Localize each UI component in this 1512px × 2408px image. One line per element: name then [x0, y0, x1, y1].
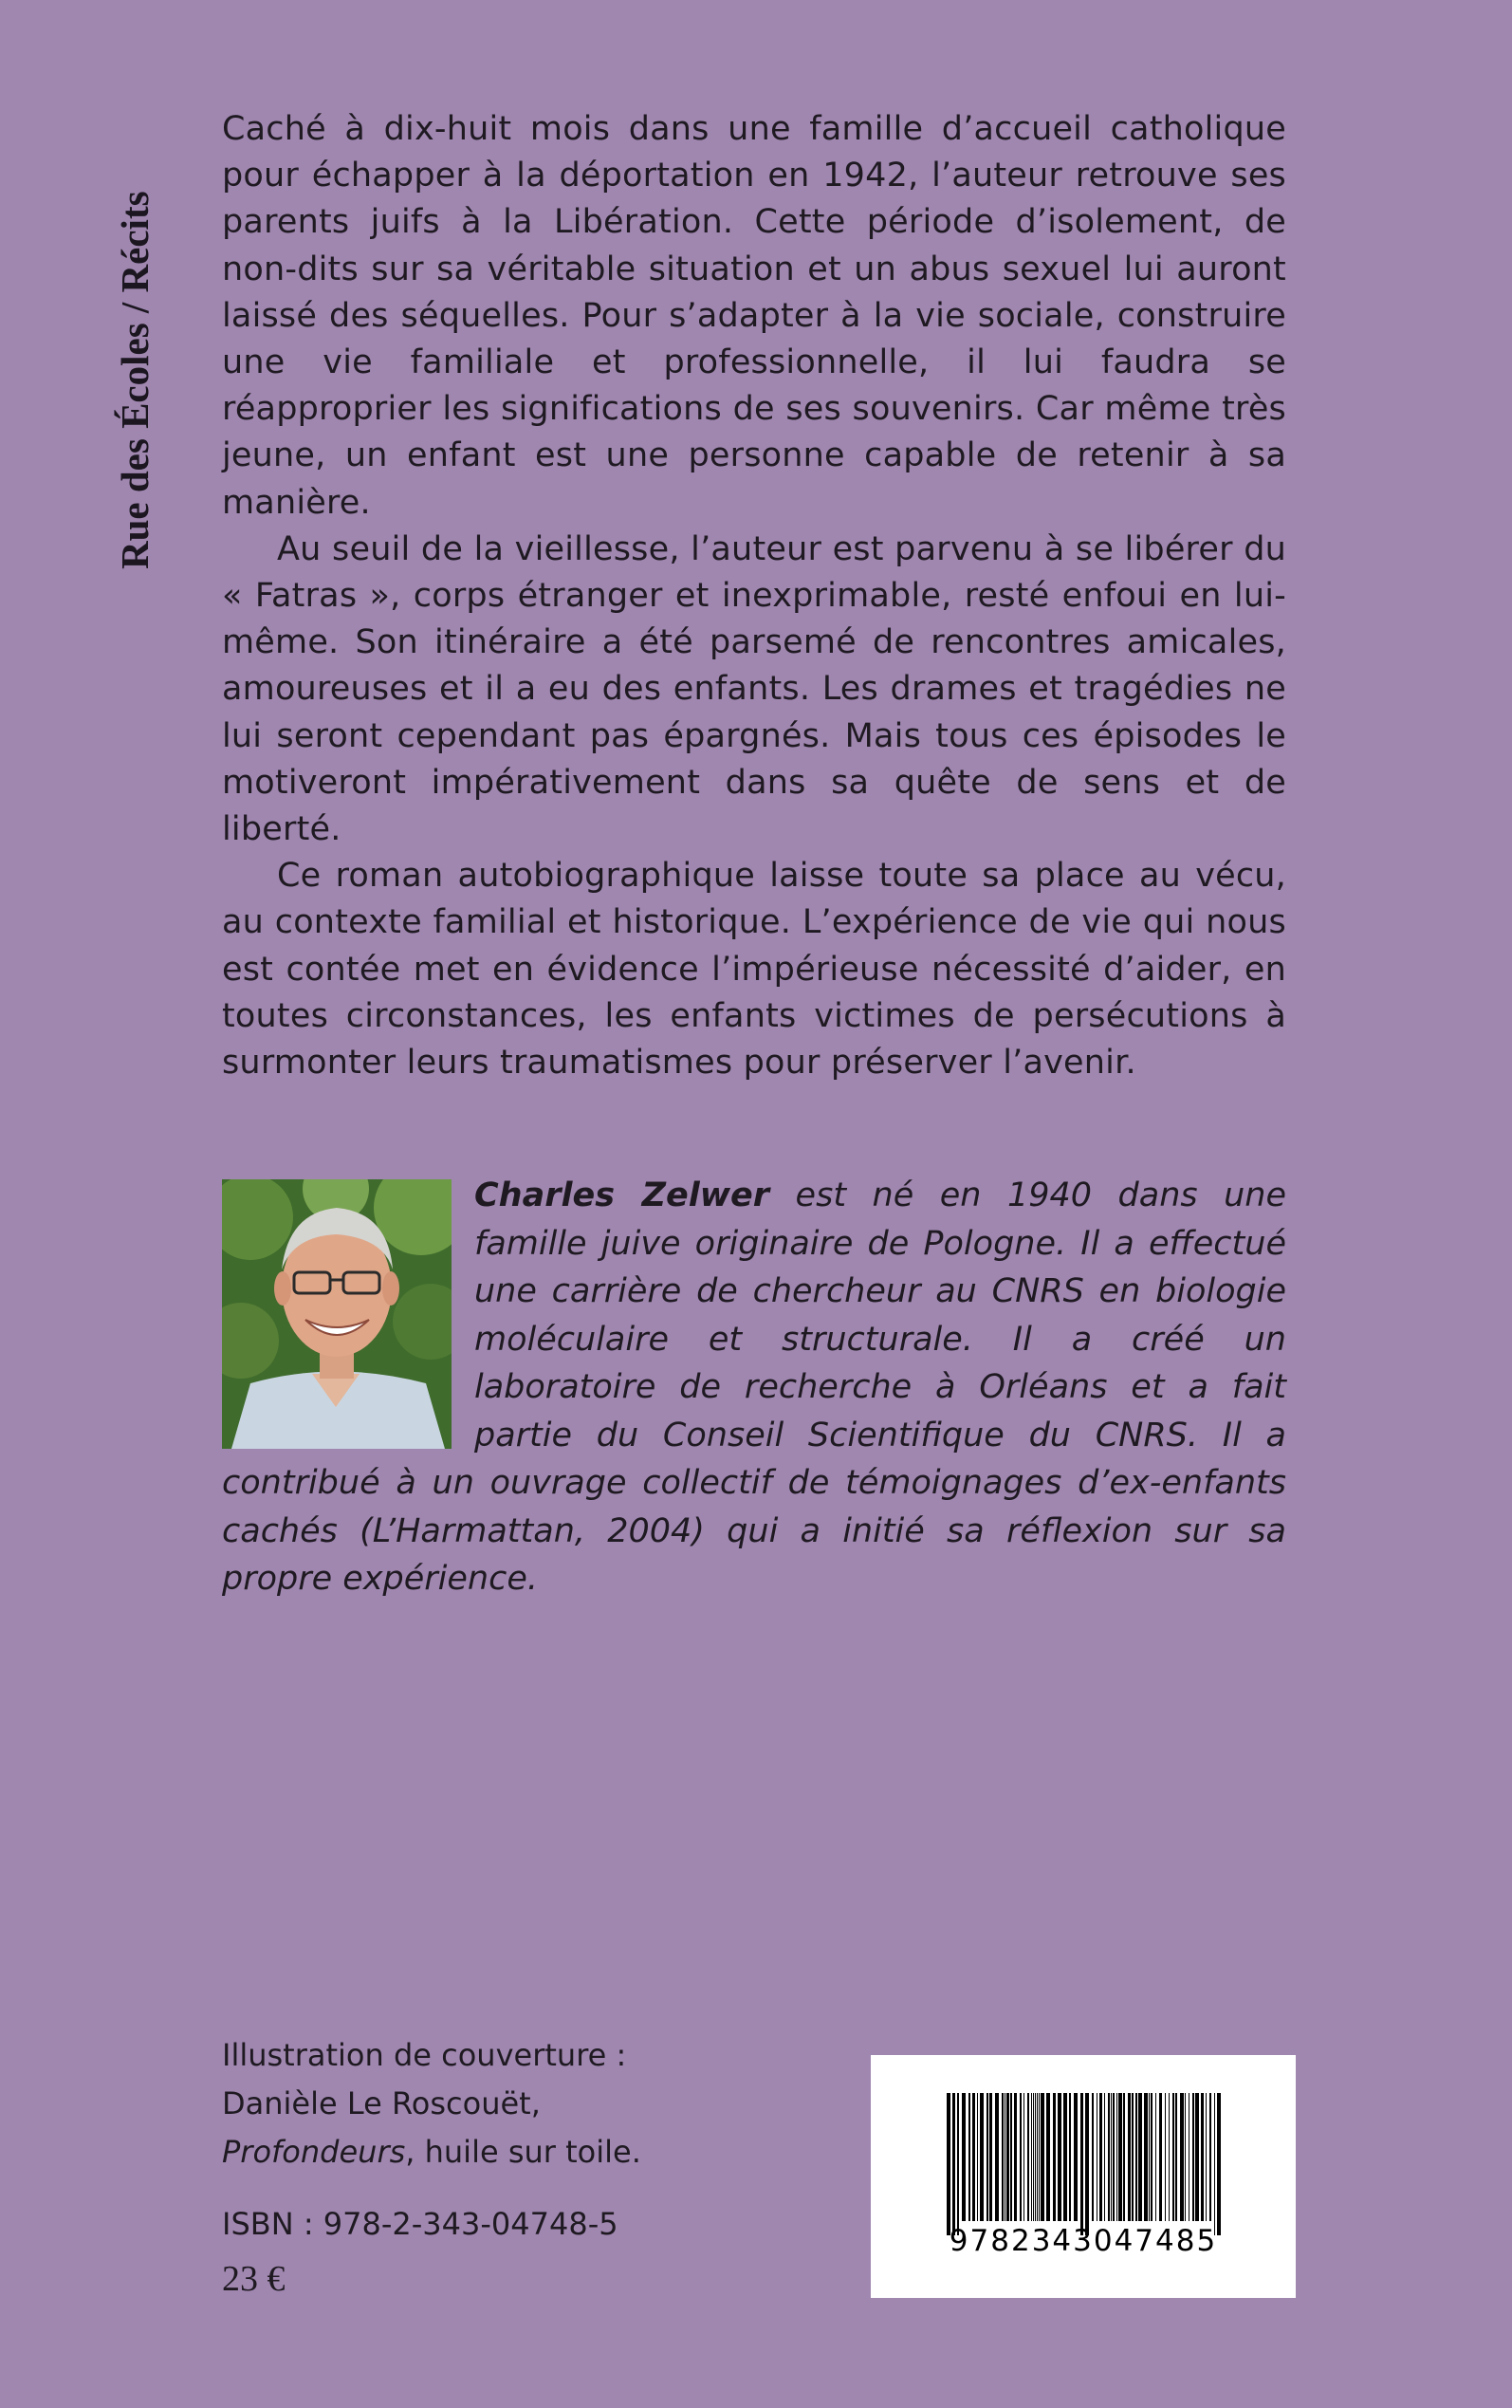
author-bio-text: est né en 1940 dans une famille juive originaire de Pologne. Il a effectué une carrière de chercheur au CNRS en biologie moléculaire et structurale. Il a créé un laboratoire de recherche à Orléans et a fait partie du Conseil Scientifique du CNRS. Il a contribué à un ouvrage collectif de témoignages d’ex-enfants cachés (L’Harmattan, 2004) qui a initié sa réflexion sur sa propre expérience. — [222, 1176, 1287, 1598]
credits-medium: , huile sur toile. — [405, 2134, 641, 2170]
barcode-bar — [1111, 2093, 1112, 2221]
barcode-bar — [1217, 2093, 1221, 2235]
barcode-bar — [1132, 2093, 1134, 2221]
barcode-bar — [1027, 2093, 1029, 2221]
author-photo — [222, 1179, 452, 1449]
barcode-bar — [1010, 2093, 1012, 2221]
barcode-bar — [957, 2093, 959, 2235]
barcode-bar — [947, 2093, 950, 2235]
barcode-bar — [1192, 2093, 1194, 2221]
barcode-bar — [1165, 2093, 1166, 2221]
barcode-bar — [1135, 2093, 1137, 2221]
barcode-bar — [1002, 2093, 1004, 2221]
barcode-bar — [1037, 2093, 1038, 2221]
barcode-bar — [1209, 2093, 1211, 2221]
barcode-bar — [1023, 2093, 1024, 2221]
back-cover-blurb — [222, 106, 1286, 1086]
barcode-bar — [1014, 2093, 1017, 2221]
blurb-paragraph: Au seuil de la vieillesse, l’auteur est parvenu à se libérer du « Fatras », corps étranger et inexprimable, resté enfoui en lui-même. Son itinéraire a été parsemé de rencontres amicales, amoureuses et il a eu des enfants. Les drames et tragédies ne lui seront cependant pas épargnés. Mais tous ces épisodes le motiveront impérativement dans sa quête de sens et de liberté. — [222, 529, 1286, 849]
barcode-bar — [1214, 2093, 1215, 2235]
barcode-bar — [1020, 2093, 1022, 2221]
barcode-bar — [1195, 2093, 1199, 2221]
barcode-bar — [1046, 2093, 1050, 2221]
barcode-digits: 9782343047485 — [949, 2224, 1218, 2258]
barcode-bars — [871, 2055, 1296, 2298]
barcode-bar — [962, 2093, 966, 2221]
barcode-bar — [1123, 2093, 1125, 2221]
barcode-bar — [1151, 2093, 1152, 2221]
barcode-bar — [1074, 2093, 1078, 2221]
barcode-bar — [1116, 2093, 1117, 2221]
barcode-bar — [1104, 2093, 1105, 2221]
barcode-bar — [1099, 2093, 1102, 2221]
barcode-bar — [1092, 2093, 1094, 2221]
barcode-bar — [1180, 2093, 1184, 2221]
barcode-bar — [1069, 2093, 1071, 2221]
blurb-paragraph: Ce roman autobiographique laisse toute sa place au vécu, au contexte familial et historique. L’expérience de vie qui nous est contée met en évidence l’impérieuse nécessité d’aider, en toutes circonstances, les enfants victimes de persécutions à surmonter leurs traumatismes pour préserver l’avenir. — [222, 857, 1286, 1083]
blurb-paragraph: Caché à dix-huit mois dans une famille d’accueil catholique pour échapper à la déportation en 1942, l’auteur retrouve ses parents juifs à la Libération. Cette période d’isolement, de non-dits sur sa véritable situation et un abus sexuel lui auront laissé des séquelles. Pour s’adapter à la vie sociale, construire une vie familiale et professionnelle, il lui faudra se réapproprier les significations de ses souvenirs. Car même très jeune, un enfant est une personne capable de retenir à sa manière. — [222, 110, 1286, 522]
barcode-bar — [1041, 2093, 1044, 2221]
barcode-bar — [986, 2093, 988, 2221]
barcode-bar — [989, 2093, 992, 2221]
barcode-bar — [952, 2093, 955, 2235]
barcode-bar — [1201, 2093, 1204, 2221]
credits-artist: Danièle Le Roscouët, — [222, 2085, 541, 2121]
barcode-bar — [972, 2093, 975, 2221]
credits-heading: Illustration de couverture : — [222, 2037, 627, 2073]
author-name: Charles Zelwer — [474, 1176, 770, 1214]
barcode-bar — [1039, 2093, 1040, 2221]
barcode-bar — [1035, 2093, 1036, 2221]
barcode-bar — [1206, 2093, 1207, 2221]
barcode-bar — [1159, 2093, 1162, 2221]
barcode-bar — [1185, 2093, 1186, 2221]
barcode-bar — [980, 2093, 984, 2221]
credits-work — [222, 2128, 791, 2176]
barcode-bar — [1172, 2093, 1174, 2221]
barcode-bar — [1144, 2093, 1148, 2221]
barcode-bar — [977, 2093, 978, 2221]
barcode-bar — [1138, 2093, 1142, 2221]
isbn: ISBN : 978-2-343-04748-5 — [222, 2206, 618, 2242]
barcode-bar — [968, 2093, 970, 2221]
spine-title — [57, 104, 157, 579]
barcode-bar — [995, 2093, 999, 2221]
barcode-bar — [1149, 2093, 1150, 2221]
barcode-bar — [1006, 2093, 1009, 2221]
barcode-bar — [1169, 2093, 1170, 2221]
barcode-bar — [1113, 2093, 1115, 2221]
barcode-bar — [1031, 2093, 1032, 2221]
barcode-bar — [1058, 2093, 1061, 2221]
credits-work-title: Profondeurs — [222, 2134, 406, 2170]
barcode-bar — [1033, 2093, 1034, 2221]
author-portrait-image — [222, 1179, 452, 1449]
barcode-bar — [1155, 2093, 1156, 2221]
barcode-bar — [1108, 2093, 1110, 2221]
barcode — [871, 2055, 1296, 2298]
barcode-bar — [1053, 2093, 1056, 2221]
barcode-bar — [1063, 2093, 1067, 2221]
barcode-bar — [1128, 2093, 1131, 2221]
series-name: Rue des Écoles / Récits — [113, 191, 157, 569]
barcode-bar — [1175, 2093, 1177, 2221]
cover-credits — [222, 2031, 791, 2176]
barcode-bar — [1085, 2093, 1089, 2235]
author-bio — [222, 1172, 1286, 1603]
barcode-bar — [1080, 2093, 1083, 2235]
price: 23 € — [222, 2259, 286, 2299]
barcode-bar — [1118, 2093, 1122, 2221]
